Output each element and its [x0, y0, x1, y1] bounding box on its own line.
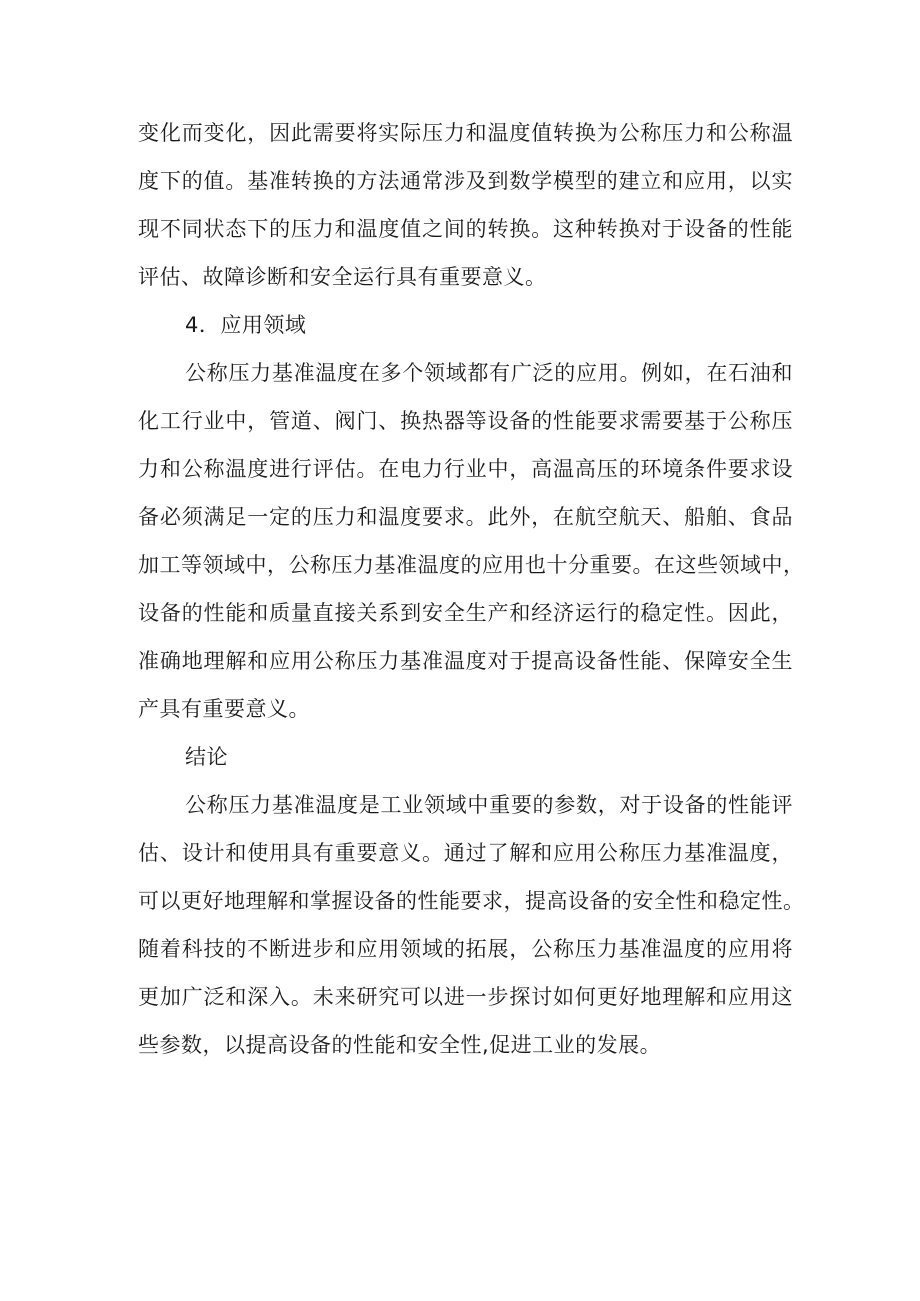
paragraph-line: 些参数，以提高设备的性能和安全性,促进工业的发展。: [138, 1033, 662, 1057]
paragraph-line: 设备的性能和质量直接关系到安全生产和经济运行的稳定性。因此，: [138, 601, 793, 625]
paragraph-line: 备必须满足一定的压力和温度要求。此外，在航空航天、船舶、食品: [138, 505, 793, 529]
paragraph-line: 公称压力基准温度在多个领域都有广泛的应用。例如，在石油和: [185, 361, 793, 385]
paragraph-line: 评估、故障诊断和安全运行具有重要意义。: [138, 265, 547, 289]
paragraph-line: 度下的值。基准转换的方法通常涉及到数学模型的建立和应用，以实: [138, 169, 793, 193]
paragraph-line: 现不同状态下的压力和温度值之间的转换。这种转换对于设备的性能: [138, 217, 793, 241]
paragraph-line: 估、设计和使用具有重要意义。通过了解和应用公称压力基准温度，: [138, 841, 793, 865]
paragraph-line: 变化而变化，因此需要将实际压力和温度值转换为公称压力和公称温: [138, 121, 793, 145]
paragraph-line: 可以更好地理解和掌握设备的性能要求，提高设备的安全性和稳定性。: [138, 889, 805, 913]
paragraph-line: 产具有重要意义。: [138, 697, 310, 721]
paragraph-line: 加工等领域中，公称压力基准温度的应用也十分重要。在这些领域中，: [138, 553, 805, 577]
paragraph-line: 力和公称温度进行评估。在电力行业中，高温高压的环境条件要求设: [138, 457, 793, 481]
paragraph-line: 准确地理解和应用公称压力基准温度对于提高设备性能、保障安全生: [138, 649, 793, 673]
conclusion-heading: 结论: [185, 745, 228, 769]
paragraph-line: 公称压力基准温度是工业领域中重要的参数，对于设备的性能评: [185, 793, 793, 817]
paragraph-line: 化工行业中，管道、阀门、换热器等设备的性能要求需要基于公称压: [138, 409, 793, 433]
paragraph-line: 更加广泛和深入。未来研究可以进一步探讨如何更好地理解和应用这: [138, 985, 793, 1009]
paragraph-line: 随着科技的不断进步和应用领域的拓展，公称压力基准温度的应用将: [138, 937, 793, 961]
section-heading-4: 4．应用领域: [185, 313, 307, 337]
